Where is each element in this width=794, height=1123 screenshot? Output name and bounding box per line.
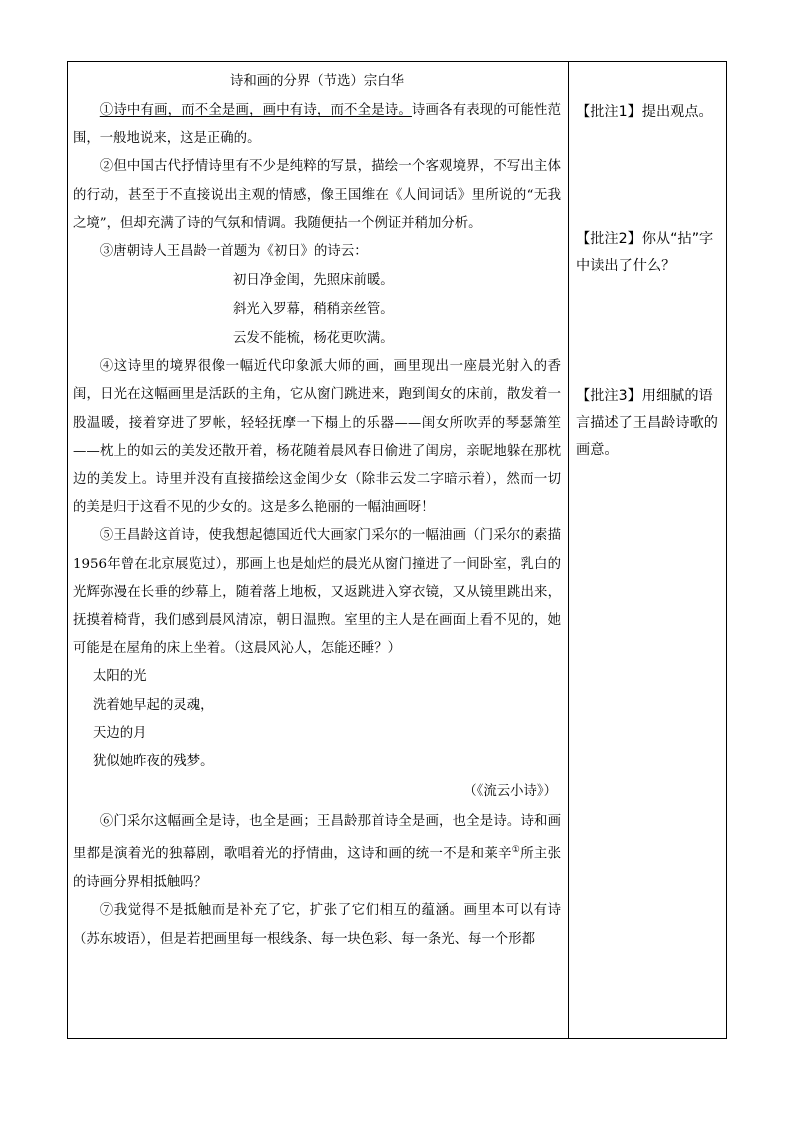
footnote-mark: ①	[511, 845, 521, 856]
poem-source: （《流云小诗》）	[463, 784, 557, 800]
paragraph-4: ④这诗里的境界很像一幅近代印象派大师的画，画里现出一座晨光射入的香闺，日光在这幅画里是活跃的主角，它从窗门跳进来，跑到闺女的床前，散发着一股温暖，接着穿进了罗帐，轻轻抚摩一下榻上的乐器——闺女所吹弄的琴瑟箫笙——枕上的如云的美发还散开着，杨花随着晨风春日偷进了闺房，亲昵地躲在那枕边的美发上。诗里并没有直接描绘这金闺少女（除非云发二字暗示着），然而一切的美是归于这看不见的少女的。这是多么艳丽的一幅油画呀！	[73, 359, 561, 516]
poem-line: 云发不能梳，杨花更吹满。	[233, 331, 394, 347]
paragraph-6	[73, 808, 561, 897]
paragraph-2: ②但中国古代抒情诗里有不少是纯粹的写景，描绘一个客观境界，不写出主体的行动，甚至于不直接说出主观的情感，像王国维在《人间词话》里所说的“无我之境”，但却充满了诗的气氛和情调。我随便拈一个例证并稍加分析。	[73, 159, 561, 231]
paragraph-3: ③唐朝诗人王昌龄一首题为《初日》的诗云：	[99, 244, 368, 260]
annotation-1: 【批注1】提出观点。	[576, 104, 713, 120]
main-text-column	[73, 66, 561, 954]
free-verse-line: 洗着她早起的灵魂，	[93, 697, 214, 713]
thesis-underlined: ①诗中有画，而不全是画，画中有诗，而不全是诗。	[99, 103, 412, 118]
annotation-3: 【批注3】用细腻的语言描述了王昌龄诗歌的画意。	[576, 388, 718, 458]
paragraph-5: ⑤王昌龄这首诗，使我想起德国近代大画家门采尔的一幅油画（门采尔的素描1956年曾在北京展览过），那画上也是灿烂的晨光从窗门撞进了一间卧室，乳白的光辉弥漫在长垂的纱幕上，随着落上地板，又返跳进入穿衣镜，又从镜里跳出来，抚摸着椅背，我们感到晨风清凉，朝日温煦。室里的主人是在画面上看不见的，她可能是在屋角的床上坐着。（这晨风沁人，怎能还睡？）	[73, 528, 561, 657]
annotation-2: 【批注2】你从“拈”字中读出了什么？	[576, 231, 714, 274]
column-divider	[568, 61, 569, 1039]
paragraph-1	[73, 97, 561, 153]
article-title: 诗和画的分界（节选）宗白华	[229, 74, 405, 89]
poem-line: 初日净金闺，先照床前暖。	[233, 273, 394, 289]
poem-line: 斜光入罗幕，稍稍亲丝管。	[233, 302, 394, 318]
paragraph-6-tail: 所主张的诗画分界相抵触吗？	[73, 846, 562, 891]
paragraph-6-text: ⑥门采尔这幅画全是诗，也全是画；王昌龄那首诗全是画，也全是诗。诗和画里都是演着光的独幕剧，歌唱着光的抒情曲，这诗和画的统一不是和莱辛	[73, 814, 561, 862]
free-verse-line: 犹似她昨夜的残梦。	[93, 754, 214, 770]
paragraph-7: ⑦我觉得不是抵触而是补充了它，扩张了它们相互的蕴涵。画里本可以有诗（苏东坡语），但是若把画里每一根线条、每一块色彩、每一条光、每一个形都	[73, 903, 561, 947]
free-verse-line: 太阳的光	[93, 669, 147, 685]
paragraph-1-rest: 诗画各有表现的可能性范围，一般地说来，这是正确的。	[73, 103, 562, 147]
free-verse-line: 天边的月	[93, 725, 147, 741]
